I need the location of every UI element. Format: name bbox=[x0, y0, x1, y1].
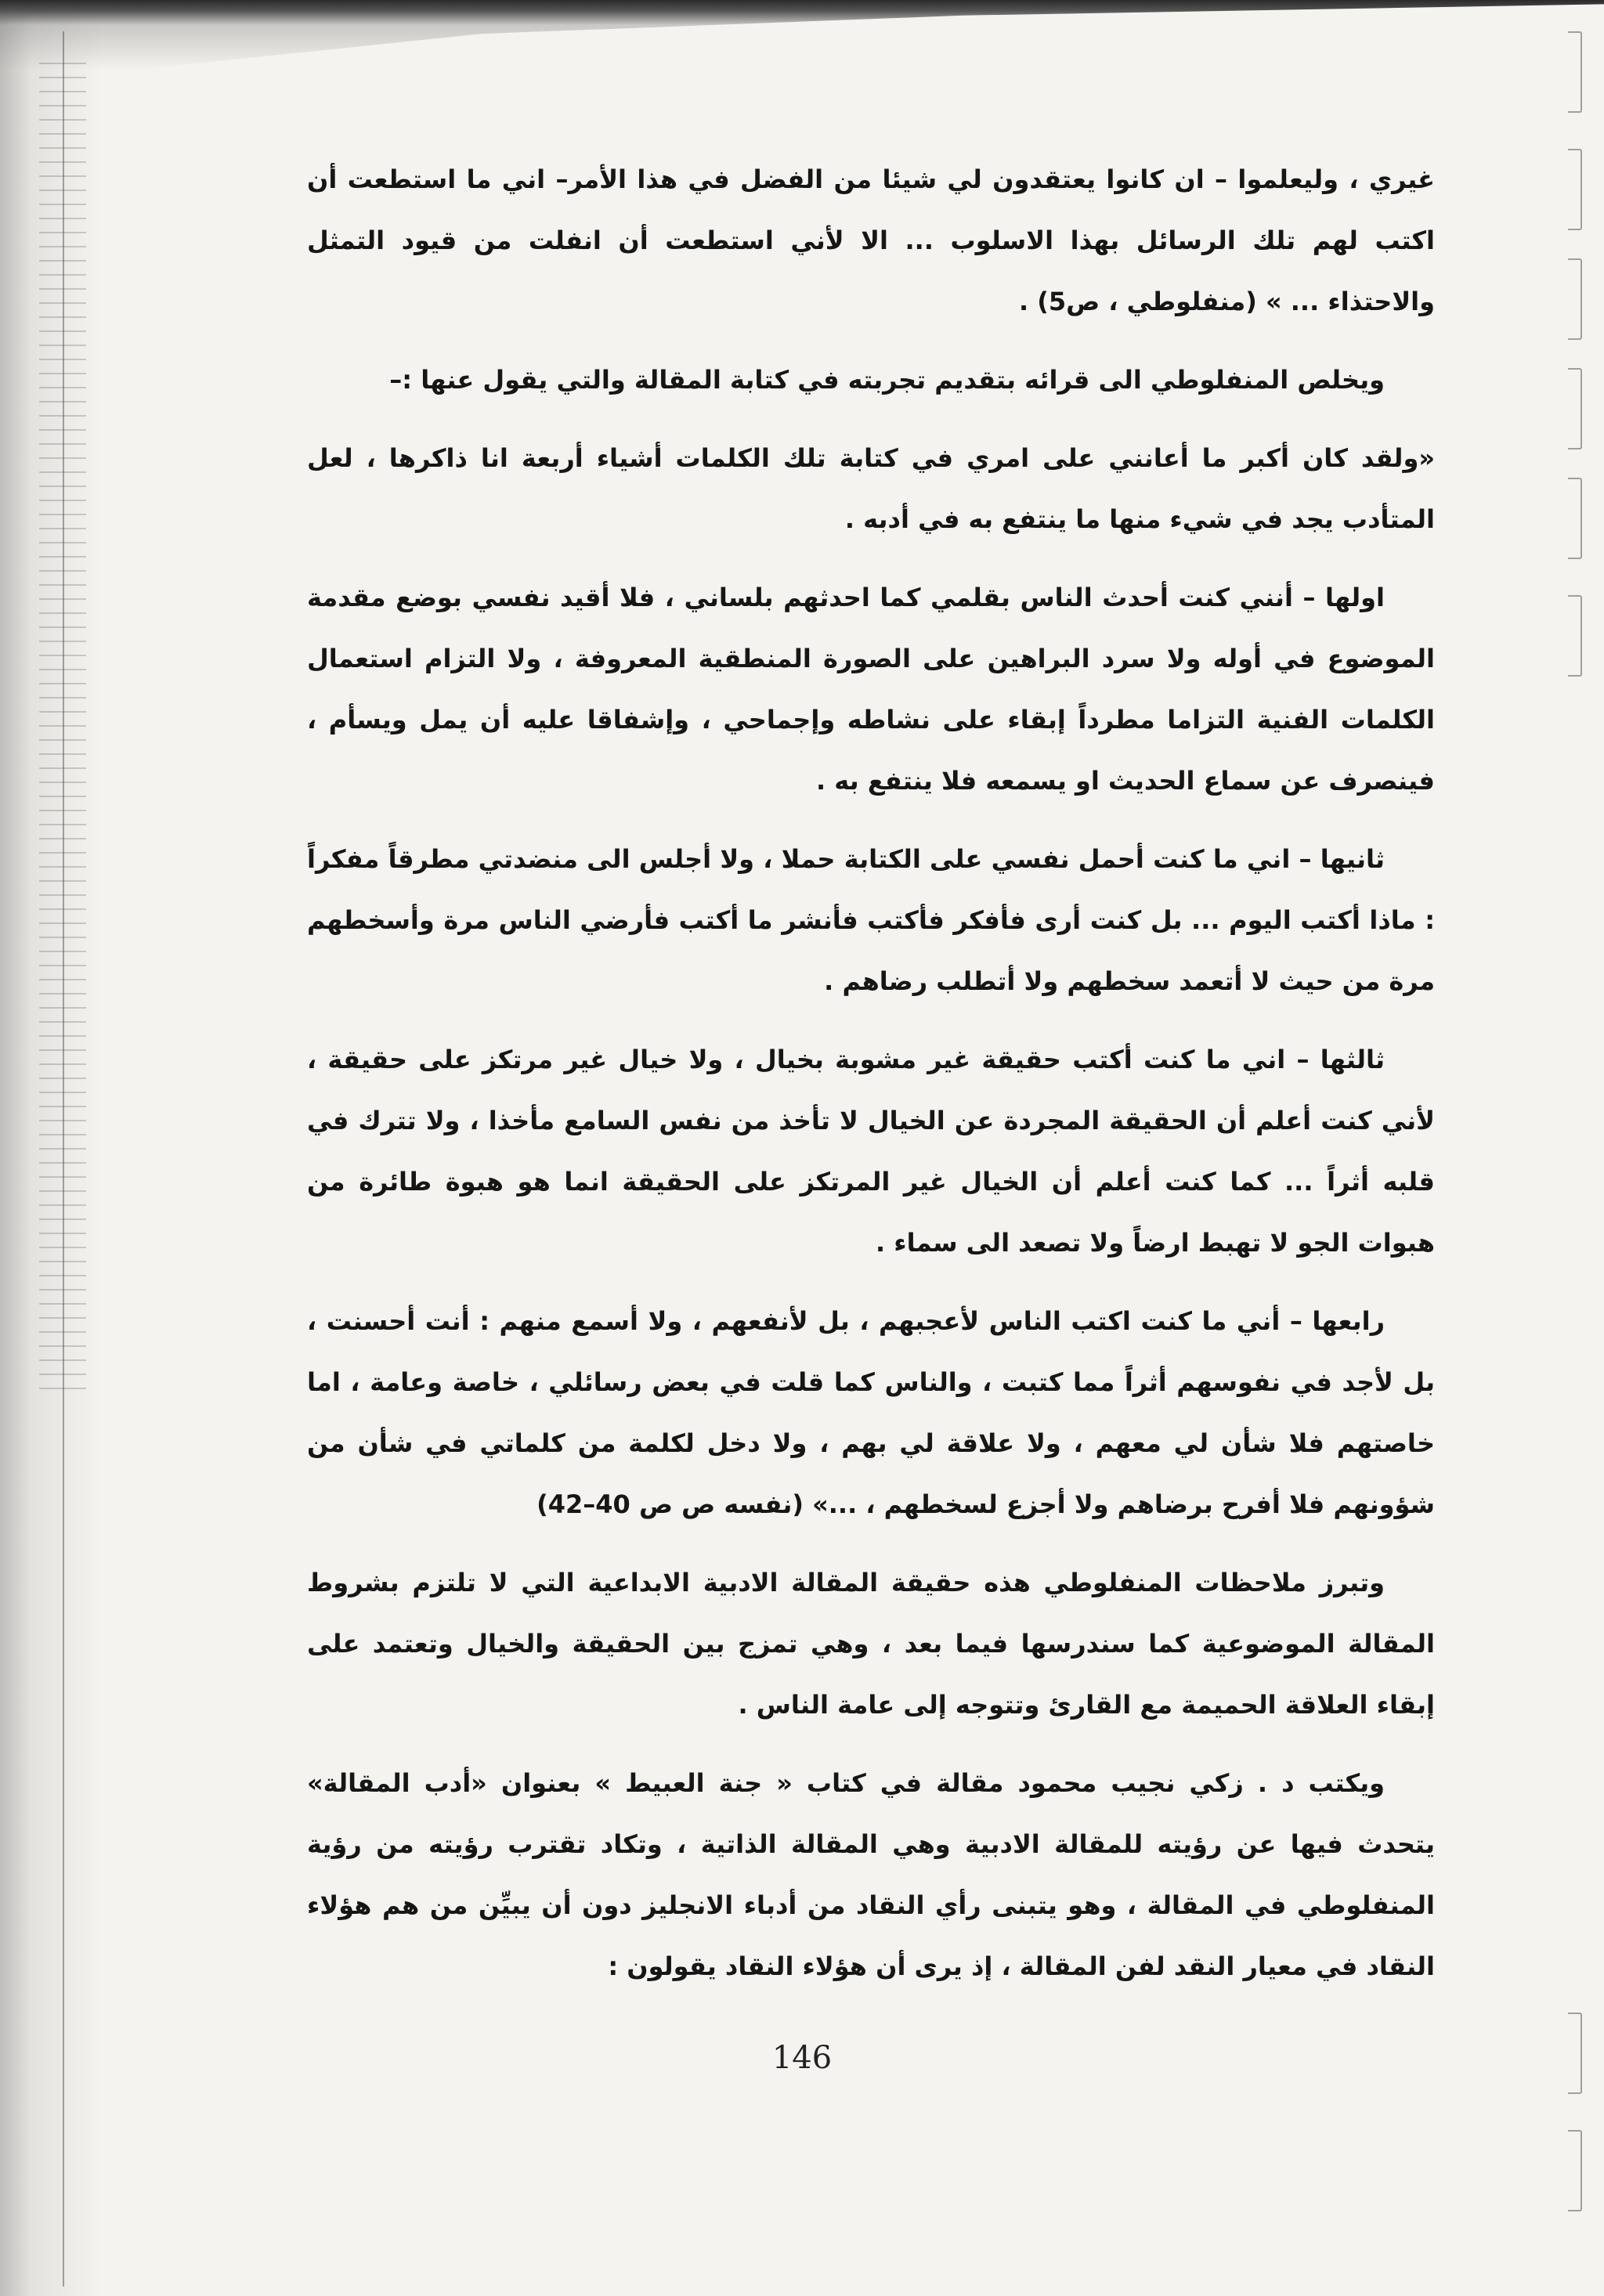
paragraph-zaki-naguib: ويكتب د . زكي نجيب محمود مقالة في كتاب « جنة العبيط » بعنوان «أدب المقالة» يتحدث فيها عن رؤيته للمقالة الادبية وهي المقالة الذاتية ، وتكاد تقترب رؤيته من رؤية المنفلوطي في المقالة ، وهو يتبنى رأي النقاد من أدباء الانجليز دون أن يبيِّن من هم هؤلاء النقاد في معيار النقد لفن المقالة ، إذ يرى أن هؤلاء النقاد يقولون : bbox=[307, 1768, 1435, 1981]
page-body-text bbox=[307, 149, 1435, 2014]
paragraph-first-point: اولها – أنني كنت أحدث الناس بقلمي كما احدثهم بلساني ، فلا أقيد نفسي بوضع مقدمة الموضوع في أوله ولا سرد البراهين على الصورة المنطقية المعروفة ، ولا التزام استعمال الكلمات الفنية التزاما مطرداً إبقاء على نشاطه وإجماحي ، وإشفاقا عليه أن يمل ويسأم ، فينصرف عن سماع الحديث او يسمعه فلا ينتفع به . bbox=[307, 583, 1435, 796]
binding-edge-line bbox=[63, 31, 64, 2287]
margin-bracket bbox=[1568, 31, 1582, 113]
page-number: 146 bbox=[771, 2040, 833, 2076]
paragraph-second-point: ثانيها – اني ما كنت أحمل نفسي على الكتابة حملا ، ولا أجلس الى منضدتي مطرقاً مفكراً : ماذا أكتب اليوم ... بل كنت أرى فأفكر فأكتب فأنشر ما أكتب فأرضي الناس مرة وأسخطهم مرة من حيث لا أتعمد سخطهم ولا أتطلب رضاهم . bbox=[307, 844, 1435, 996]
paragraph-analysis: وتبرز ملاحظات المنفلوطي هذه حقيقة المقالة الادبية الابداعية التي لا تلتزم بشروط المقالة الموضوعية كما سندرسها فيما بعد ، وهي تمزج بين الحقيقة والخيال وتعتمد على إبقاء العلاقة الحميمة مع القارئ وتتوجه إلى عامة الناس . bbox=[307, 1568, 1435, 1720]
paragraph-quote-continuation: غيري ، وليعلموا – ان كانوا يعتقدون لي شيئا من الفضل في هذا الأمر– اني ما استطعت أن اكتب لهم تلك الرسائل بهذا الاسلوب ... الا لأني استطعت أن انفلت من قيود التمثل والاحتذاء ... » (منفلوطي ، ص5) . bbox=[307, 164, 1435, 316]
paragraph-intro-experience: ويخلص المنفلوطي الى قرائه بتقديم تجربته في كتابة المقالة والتي يقول عنها :– bbox=[389, 365, 1385, 395]
margin-bracket bbox=[1568, 149, 1582, 230]
right-margin-marks bbox=[1534, 0, 1604, 2296]
margin-bracket bbox=[1568, 368, 1582, 449]
paragraph-third-point: ثالثها – اني ما كنت أكتب حقيقة غير مشوبة بخيال ، ولا خيال غير مرتكز على حقيقة ، لأني كنت أعلم أن الحقيقة المجردة عن الخيال لا تأخذ من نفس السامع مأخذا ، ولا تترك في قلبه أثراً ... كما كنت أعلم أن الخيال غير المرتكز على الحقيقة انما هو هبوة طائرة من هبوات الجو لا تهبط ارضاً ولا تصعد الى سماء . bbox=[307, 1045, 1435, 1258]
paragraph-quote-start: «ولقد كان أكبر ما أعانني على امري في كتابة تلك الكلمات أشياء أربعة انا ذاكرها ، لعل المتأدب يجد في شيء منها ما ينتفع به في أدبه . bbox=[307, 443, 1435, 534]
margin-bracket bbox=[1568, 258, 1582, 340]
margin-bracket bbox=[1568, 478, 1582, 559]
paragraph-fourth-point: رابعها – أني ما كنت اكتب الناس لأعجبهم ، بل لأنفعهم ، ولا أسمع منهم : أنت أحسنت ، بل لأجد في نفوسهم أثراً مما كتبت ، والناس كما قلت في بعض رسائلي ، خاصة وعامة ، اما خاصتهم فلا شأن لي معهم ، ولا علاقة لي بهم ، ولا دخل لكلمة من كلماتي في شأن من شؤونهم فلا أفرح برضاهم ولا أجزع لسخطهم ، ...» (نفسه ص ص 40–42) bbox=[307, 1306, 1435, 1519]
margin-bracket bbox=[1568, 595, 1582, 677]
margin-bracket bbox=[1568, 2130, 1582, 2211]
scan-shadow-top bbox=[0, 0, 1604, 70]
